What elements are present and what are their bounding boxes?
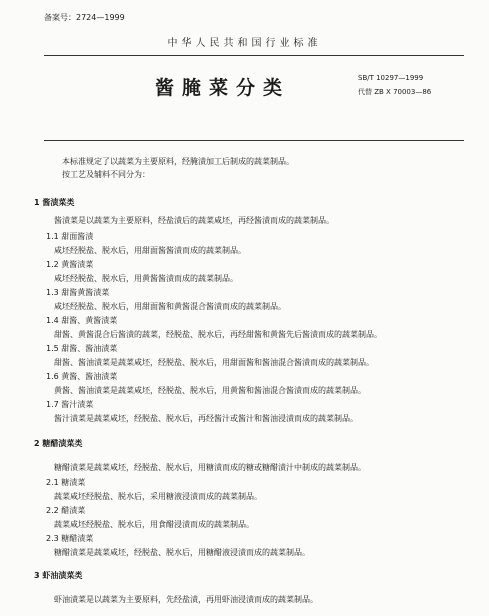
issuing-organization: 中华人民共和国行业标准 [167,38,322,49]
subsection-label: 2.3 糖醋渍菜 [46,534,94,543]
intro-scope: 本标准规定了以蔬菜为主要原料，经腌渍加工后制成的蔬菜制品。 [62,157,294,166]
section-heading: 1 酱渍菜类 [34,198,75,207]
subsection-text: 甜酱、酱油渍菜是蔬菜咸坯，经脱盐、脱水后，用甜面酱和酱油混合酱渍而成的蔬菜制品。 [54,358,374,367]
subsection-text: 黄酱、酱油渍菜是蔬菜咸坯，经脱盐、脱水后，用黄酱和酱油混合酱渍而成的蔬菜制品。 [54,386,366,395]
subsection-label: 1.3 甜酱黄酱渍菜 [46,288,110,297]
intro-classification: 按工艺及辅料不同分为： [62,170,150,179]
subsection-text: 甜酱、黄酱混合后酱渍的蔬菜，经脱盐、脱水后，再经甜酱和黄酱先后酱渍而成的蔬菜制品。 [54,330,382,339]
subsection-label: 2.1 糖渍菜 [46,478,86,487]
subsection-text: 蔬菜咸坯经脱盐、脱水后，采用糖液浸渍而成的蔬菜制品。 [54,492,262,501]
subsection-text: 咸坯经脱盐、脱水后，用黄酱酱渍而成的蔬菜制品。 [54,274,238,283]
subsection-label: 1.4 甜酱、黄酱渍菜 [46,316,118,325]
section-heading: 3 虾油渍菜类 [34,571,83,580]
subsection-label: 2.2 醋渍菜 [46,506,86,515]
subsection-text: 酱汁渍菜是蔬菜咸坯，经脱盐、脱水后，再经酱汁或酱汁和酱油浸渍而成的蔬菜制品。 [54,414,358,423]
subsection-label: 1.5 甜酱、酱油渍菜 [46,344,118,353]
replaced-standard-code: 代替 ZB X 70003—86 [358,88,432,96]
section-heading: 2 糖醋渍菜类 [34,439,83,448]
section-intro: 虾油渍菜是以蔬菜为主要原料，先经盐渍，再用虾油浸渍而成的蔬菜制品。 [54,595,318,604]
section-intro: 糖醋渍菜是蔬菜咸坯，经脱盐、脱水后，用糖渍而成的糖或糖醋渍汁中制成的蔬菜制品。 [54,463,366,472]
document-title: 酱腌菜分类 [155,77,291,99]
header-rule [44,55,464,56]
subsection-text: 糖醋渍菜是蔬菜咸坯，经脱盐、脱水后，用糖醋液浸渍而成的蔬菜制品。 [54,548,310,557]
subsection-label: 1.1 甜面酱渍 [46,232,94,241]
registration-number: 备案号：2724—1999 [44,13,125,22]
section-intro: 酱渍菜是以蔬菜为主要原料，经盐渍后的蔬菜咸坯，再经酱渍而成的蔬菜制品。 [54,216,334,225]
subsection-label: 1.6 黄酱、酱油渍菜 [46,372,118,381]
subsection-text: 咸坯经脱盐、脱水后，用甜面酱酱渍而成的蔬菜制品。 [54,246,246,255]
subsection-text: 咸坯经脱盐、脱水后，用甜面酱和黄酱混合酱渍而成的蔬菜制品。 [54,302,286,311]
subsection-label: 1.2 黄酱渍菜 [46,260,94,269]
subsection-text: 蔬菜咸坯经脱盐、脱水后，用食醋浸渍而成的蔬菜制品。 [54,520,254,529]
standard-code: SB/T 10297—1999 [358,74,424,82]
title-rule [44,140,464,141]
subsection-label: 1.7 酱汁渍菜 [46,400,94,409]
